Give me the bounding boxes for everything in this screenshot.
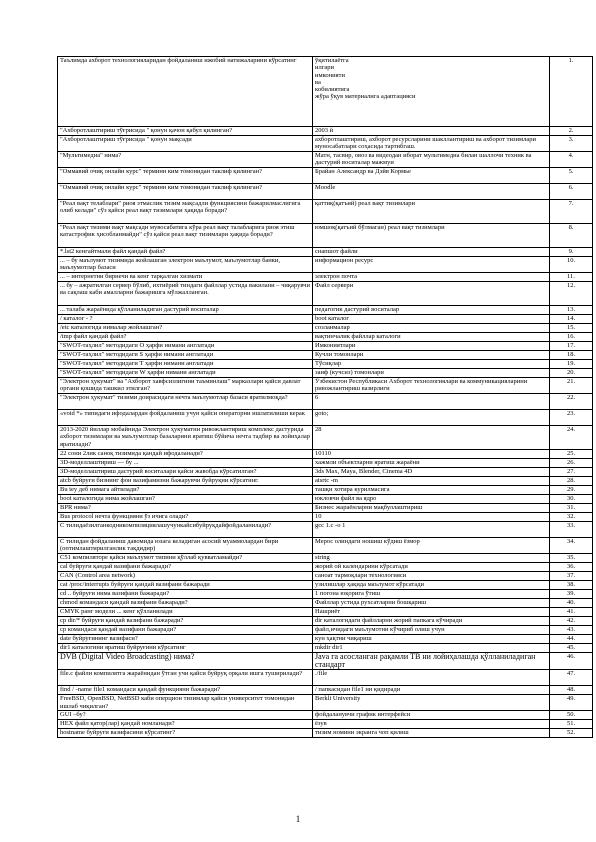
question-cell: boot каталогида нима жойлашган?: [58, 495, 313, 504]
number-cell: 46.: [550, 653, 593, 670]
question-cell: 22 сони 2лик саноқ тизимида қандай ифодаланади?: [58, 450, 313, 459]
table-row: [58, 590, 593, 599]
number-cell: 12.: [550, 282, 593, 306]
answer-cell: ташқи хотира курилмасига: [313, 486, 550, 495]
answer-cell: электрон почта: [313, 273, 550, 282]
question-cell: "Оммавий очиқ онлайн курс" терминн ким томонидан таклиф қилинган?: [58, 168, 313, 184]
number-cell: 26.: [550, 459, 593, 468]
number-cell: 47.: [550, 670, 593, 686]
question-cell: cp командаси қандай вазифани бажаради?: [58, 626, 313, 635]
number-cell: 51.: [550, 720, 593, 729]
table-row: [58, 426, 593, 450]
question-cell: "SWOT-таҳлил" методидаги W ҳарфи нимани англатади: [58, 369, 313, 378]
table-row: [58, 581, 593, 590]
number-cell: 1.: [550, 57, 593, 127]
number-cell: 20.: [550, 369, 593, 378]
answer-cell: ёзув: [313, 720, 550, 729]
question-cell: CAN (Control area network): [58, 572, 313, 581]
answer-cell: Java га асосланган рақамли ТВ ни лойиҳалашда қўлланиладиган стандарт: [313, 653, 550, 670]
answer-cell: информацион ресурс: [313, 257, 550, 273]
question-cell: "Электрон ҳукумат" тизими доирасидаги нечта маълумотлар базаси яратилмоқда?: [58, 394, 313, 410]
table-row: [58, 450, 593, 459]
question-cell: cd .. буйруғи нима вазифани бажаради?: [58, 590, 313, 599]
number-cell: 4.: [550, 152, 593, 168]
question-cell: *.lst2 кенгайтмали файл қандай файл?: [58, 248, 313, 257]
question-cell: "Ахборотлаштириш тўғрисида " қонун мақсади: [58, 136, 313, 152]
table-row: [58, 538, 593, 554]
number-cell: 15.: [550, 324, 593, 333]
answer-cell: Имкониятлари: [313, 342, 550, 351]
question-cell: FreeBSD, OpenBSD, NetBSD каби оперцион тизимлар қайси университет томонидан ишлаб чиқилган?: [58, 695, 313, 711]
table-row: [58, 342, 593, 351]
question-cell: "Реал вақт тизими вақт мақсади мувосабатига кўра реал вақт талабларига риоя этиш катастрофик ҳисобланмайди" сўз қайси реал вақт тизимлари ҳақида боради?: [58, 224, 313, 248]
answer-cell: Ўзбекистон Республикаси Ахборот технологиялари ва коммуникацияларини ривожлантириш вазирлиги: [313, 378, 550, 394]
number-cell: 45.: [550, 644, 593, 653]
table-row: [58, 572, 593, 581]
number-cell: 6.: [550, 184, 593, 200]
table-row: [58, 168, 593, 184]
table-row: [58, 136, 593, 152]
question-cell: date буйруғининг вазифаси?: [58, 635, 313, 644]
number-cell: 3.: [550, 136, 593, 152]
answer-cell: gcc 1.c -o 1: [313, 522, 550, 538]
number-cell: 32.: [550, 513, 593, 522]
number-cell: 44.: [550, 635, 593, 644]
answer-cell: 2003 й: [313, 127, 550, 136]
number-cell: 43.: [550, 626, 593, 635]
number-cell: 39.: [550, 590, 593, 599]
question-cell: «void *» типидаги ифодалардан фойдаланиш учун қайси операторни ишлатилиши керак: [58, 410, 313, 426]
question-cell: CMYK ранг модели ... кенг қўлланилади: [58, 608, 313, 617]
answer-cell: mkdir dir1: [313, 644, 550, 653]
question-cell: /etc каталогида нималар жойлашган?: [58, 324, 313, 333]
table-row: [58, 670, 593, 686]
answer-cell: вақтинчалик файллар каталоги: [313, 333, 550, 342]
table-row: [58, 653, 593, 670]
table-row: [58, 360, 593, 369]
answer-cell: қаттиқ(қатъий) реал вақт тизимлари: [313, 200, 550, 224]
table-row: [58, 394, 593, 410]
number-cell: 29.: [550, 486, 593, 495]
number-cell: 2.: [550, 127, 593, 136]
number-cell: 7.: [550, 200, 593, 224]
answer-cell: снапшот файли: [313, 248, 550, 257]
question-cell: Bu tey деб нимага айтилади?: [58, 486, 313, 495]
number-cell: 24.: [550, 426, 593, 450]
question-cell: Bus protocol нечта функцияни ўз ичига олади?: [58, 513, 313, 522]
answer-cell: юкловчи файл ва ядро: [313, 495, 550, 504]
table-row: [58, 459, 593, 468]
question-cell: "Реал вақт телаблари" риоя этмаслик тизим мақсадли функциясини бажарилмаслигига олиб келади" сўз қайси реал вақт тизимлари ҳақида боради?: [58, 200, 313, 224]
question-cell: "Мультимедиа" нима?: [58, 152, 313, 168]
question-cell: "SWOT-таҳлил" методидаги T ҳарфи нимани англатади: [58, 360, 313, 369]
table-row: [58, 477, 593, 486]
number-cell: 30.: [550, 495, 593, 504]
answer-cell: заиф (кучсиз) томонлари: [313, 369, 550, 378]
table-row: [58, 504, 593, 513]
number-cell: 21.: [550, 378, 593, 394]
number-cell: 48.: [550, 686, 593, 695]
table-row: [58, 282, 593, 306]
answer-cell: ўқитилаётга илгари имконияти ва кобилиятига жўра ўқув материалига адаптацияси: [313, 57, 550, 127]
table-row: [58, 720, 593, 729]
answer-cell: жорий ой календарини кўрсатади: [313, 563, 550, 572]
question-cell: "Ахборотлаштириш тўғрисида " қонун қачон қабул қилинган?: [58, 127, 313, 136]
number-cell: 49.: [550, 695, 593, 711]
question-cell: cp dir/* буйруғи қандай вазифани бажаради?: [58, 617, 313, 626]
question-cell: BPR нима?: [58, 504, 313, 513]
table-row: [58, 695, 593, 711]
table-row: [58, 306, 593, 315]
answer-cell: Бизнес жараёнларни мақбуллаштириш: [313, 504, 550, 513]
answer-cell: goto;: [313, 410, 550, 426]
question-cell: ... талаба жараёнида қўлланиладиган дастурий воситалар: [58, 306, 313, 315]
answer-cell: / папкасидан file1 ни қидиради: [313, 686, 550, 695]
answer-cell: узилишлар ҳақида маълумот кўрсатади: [313, 581, 550, 590]
number-cell: 41.: [550, 608, 593, 617]
table-row: [58, 333, 593, 342]
table-row: [58, 644, 593, 653]
number-cell: 5.: [550, 168, 593, 184]
table-row: [58, 635, 593, 644]
answer-cell: boot каталог: [313, 315, 550, 324]
answer-cell: Berkli University: [313, 695, 550, 711]
table-row: [58, 273, 593, 282]
table-row: [58, 468, 593, 477]
question-cell: C тилидан фойдаланиш давомида юзага келадиган асосий муаммолардан бири (оптимлаштирилганлик тақдидир): [58, 538, 313, 554]
number-cell: 10.: [550, 257, 593, 273]
number-cell: 23.: [550, 410, 593, 426]
number-cell: 33.: [550, 522, 593, 538]
question-cell: cat /proc/interrupts буйруғи қандай вазифани бажаради: [58, 581, 313, 590]
answer-cell: саноат тармоқлари технологияси: [313, 572, 550, 581]
table-row: [58, 711, 593, 720]
answer-cell: хажмли объектларни яратиш жараёни: [313, 459, 550, 468]
number-cell: 28.: [550, 477, 593, 486]
answer-cell: тизим номини экранга чоп қилиш: [313, 729, 550, 738]
question-cell: "SWOT-таҳлил" методидаги O ҳарфи нимани англатади: [58, 342, 313, 351]
question-cell: /tmp файл қандай файл?: [58, 333, 313, 342]
answer-cell: юмшоқ(қатъий бўлмаган) реал вақт тизимлари: [313, 224, 550, 248]
number-cell: 27.: [550, 468, 593, 477]
question-cell: / каталог - ?: [58, 315, 313, 324]
question-cell: hostname буйруғи вазифасини кўрсатинг?: [58, 729, 313, 738]
table-row: [58, 686, 593, 695]
question-cell: Таълимда ахборот технологияларидан фойдаланиш ижобий натижаларини кўрсатинг: [58, 57, 313, 127]
question-cell: ... – интернетни бирнечи ва кенг тарқалган хизмати: [58, 273, 313, 282]
table-row: [58, 522, 593, 538]
number-cell: 38.: [550, 581, 593, 590]
answer-cell: Нашриёт: [313, 608, 550, 617]
table-row: [58, 184, 593, 200]
answer-cell: 6: [313, 394, 550, 410]
number-cell: 8.: [550, 224, 593, 248]
number-cell: 37.: [550, 572, 593, 581]
number-cell: 42.: [550, 617, 593, 626]
number-cell: 50.: [550, 711, 593, 720]
answer-cell: ./file: [313, 670, 550, 686]
number-cell: 13.: [550, 306, 593, 315]
answer-cell: dir каталогидаги файлларни жорий папкага кўчиради: [313, 617, 550, 626]
table-row: [58, 369, 593, 378]
question-cell: 3D-моделлаштириш дастурий воситалари қайси жавобда кўрсатилган?: [58, 468, 313, 477]
question-cell: "SWOT-таҳлил" методидаги S ҳарфи нимани англатади: [58, 351, 313, 360]
number-cell: 31.: [550, 504, 593, 513]
question-cell: file.c файли компилятга жараёнидан ўтган учи қайси буйруқ орқали ишга туширилади?: [58, 670, 313, 686]
answer-cell: файл,ичидаги маълумотни кўчириб олиш учун: [313, 626, 550, 635]
answer-cell: Кучли томонлари: [313, 351, 550, 360]
question-cell: ... бу – ажратилган сервер бўлиб, ихтиёрий тиндаги файллар устида вакилани – чиқарувчи ва сақлаш каби амалларни бажаришга мўлжалланган.: [58, 282, 313, 306]
number-cell: 40.: [550, 599, 593, 608]
table-row: [58, 410, 593, 426]
answer-cell: Файллар устида рухсатларни бошқариш: [313, 599, 550, 608]
number-cell: 36.: [550, 563, 593, 572]
table-row: [58, 351, 593, 360]
table-row: [58, 513, 593, 522]
answer-cell: Брайан Александр ва Дэйв Кормье: [313, 168, 550, 184]
number-cell: 18.: [550, 351, 593, 360]
number-cell: 16.: [550, 333, 593, 342]
table-row: [58, 257, 593, 273]
question-cell: GUI –бу?: [58, 711, 313, 720]
number-cell: 19.: [550, 360, 593, 369]
answer-cell: 3ds Max, Maya, Blender, Cinema 4D: [313, 468, 550, 477]
answer-cell: string: [313, 554, 550, 563]
number-cell: 11.: [550, 273, 593, 282]
number-cell: 25.: [550, 450, 593, 459]
answer-cell: Файл сервери: [313, 282, 550, 306]
table-row: [58, 324, 593, 333]
question-cell: find / -name file1 командаси қандай функцияни бажаради?: [58, 686, 313, 695]
table-row: [58, 626, 593, 635]
answer-cell: Матн, тасвир, овоз ва видеодан иборат мультимедиа билан шаллочи техник ва дастурий воситалар мажмуи: [313, 152, 550, 168]
table-row: [58, 315, 593, 324]
table-row: [58, 57, 593, 127]
table-row: [58, 248, 593, 257]
question-cell: С тилидаёзилганкодникомпиляциялашучункайсибуйруқдайфойдаланилади?: [58, 522, 313, 538]
questions-table: [57, 56, 593, 738]
answer-cell: созланмалар: [313, 324, 550, 333]
table-row: [58, 127, 593, 136]
answer-cell: Тўсиқлар: [313, 360, 550, 369]
question-cell: dir1 каталогини яратиш буйруғини кўрсатинг: [58, 644, 313, 653]
answer-cell: atsrtc -m: [313, 477, 550, 486]
number-cell: 14.: [550, 315, 593, 324]
answer-cell: Мерос олиндаги ношиш кўдиш ёзмор: [313, 538, 550, 554]
question-cell: "Оммавий очиқ онлайн курс" терминн ким томонидан таклиф қилинган?: [58, 184, 313, 200]
table-row: [58, 200, 593, 224]
answer-cell: кун ҳақтни чиқариш: [313, 635, 550, 644]
table-row: [58, 617, 593, 626]
question-cell: DVB (Digital Video Broadcasting) нима?: [58, 653, 313, 670]
answer-cell: педагогик дастурий воситалар: [313, 306, 550, 315]
table-row: [58, 729, 593, 738]
table-row: [58, 554, 593, 563]
answer-cell: ахборотлаштириш, ахборот ресурсларини шакллантириш ва ахборот тизимлари муносабатлари соҳасида тартибгаш.: [313, 136, 550, 152]
question-cell: 2013-2020 йиллар мобайнида Электрон ҳукуматни ривожлантириш комплекс дастурида ахборот тизимлари ва маълумотлар базаларини яратиш бўйича нечта тадбир ва лойиҳалар яратилади?: [58, 426, 313, 450]
question-cell: chmod командаси қандай вазифани бажаради?: [58, 599, 313, 608]
answer-cell: фойдаланувчи график интерфейси: [313, 711, 550, 720]
answer-cell: 28: [313, 426, 550, 450]
table-row: [58, 495, 593, 504]
question-cell: atcb буйруғи бизнинг фон вазифамизни бажарувчи буйруқни кўрсатинг.: [58, 477, 313, 486]
number-cell: 9.: [550, 248, 593, 257]
answer-cell: Moodle: [313, 184, 550, 200]
table-row: [58, 378, 593, 394]
table-row: [58, 563, 593, 572]
answer-cell: 10: [313, 513, 550, 522]
table-row: [58, 224, 593, 248]
answer-cell: 10110: [313, 450, 550, 459]
question-cell: C51 компиляторе қайси маълумот типини қўллаб қувватламайди?: [58, 554, 313, 563]
table-row: [58, 486, 593, 495]
question-cell: 3D-моделлаштириш — бу ...: [58, 459, 313, 468]
table-row: [58, 608, 593, 617]
number-cell: 35.: [550, 554, 593, 563]
table-row: [58, 599, 593, 608]
question-cell: cal буйруғи қандай вазифани бажаради?: [58, 563, 313, 572]
number-cell: 22.: [550, 394, 593, 410]
question-cell: HEX файл қатор(лар) қандай номланади?: [58, 720, 313, 729]
answer-cell: 1 погона юқорига ўтиш: [313, 590, 550, 599]
number-cell: 34.: [550, 538, 593, 554]
number-cell: 17.: [550, 342, 593, 351]
number-cell: 52.: [550, 729, 593, 738]
question-cell: "Электрон ҳукумат" ва "Ахборот хавфсизлигини таъминлаш" марказлари қайси давлат органи қошида ташкил этилган?: [58, 378, 313, 394]
table-row: [58, 152, 593, 168]
question-cell: ... – бу маълумот тизимида жойлашган электрон маълумот, маълумотлар банки, маълумотлар базаси: [58, 257, 313, 273]
page-number: 1: [295, 814, 301, 824]
